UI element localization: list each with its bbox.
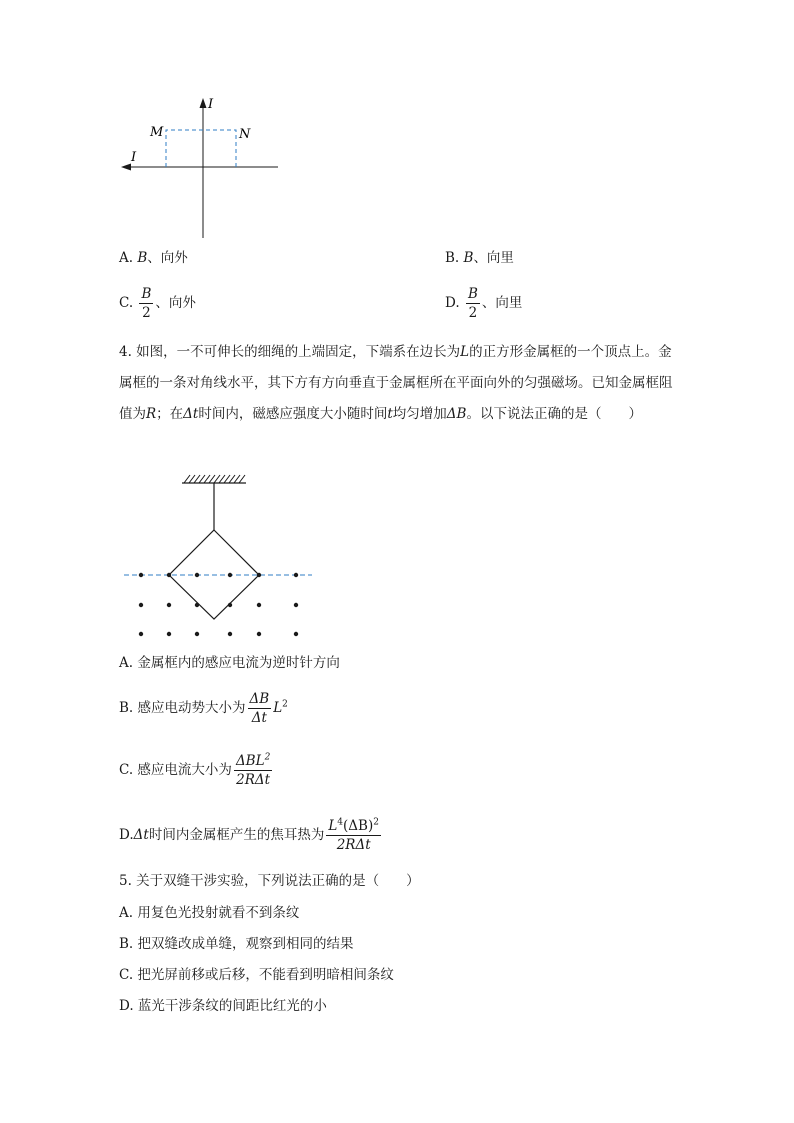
var-l: L — [460, 344, 470, 360]
q4-stem — [119, 337, 679, 430]
var-t: t — [387, 406, 393, 422]
fraction — [248, 690, 272, 727]
fraction-denominator: 2 — [142, 305, 151, 321]
x-axis-arrow-icon — [121, 164, 131, 171]
q3-option-d[interactable] — [445, 285, 522, 322]
option-text: A. 金属框内的感应电流为逆时针方向 — [119, 655, 340, 671]
option-letter: B. — [445, 250, 460, 266]
fraction-denominator: 2 — [468, 305, 478, 321]
fraction-numerator: B — [141, 286, 152, 302]
option-text: 时间内金属框产生的焦耳热为 — [148, 827, 325, 843]
q3-option-b[interactable] — [445, 248, 514, 268]
var-dt: Δt — [133, 827, 149, 843]
fraction-numerator: $L^4(\Delta B)^2$ — [328, 817, 379, 834]
option-variable: B — [137, 250, 148, 266]
option-text: 、向里 — [481, 295, 523, 311]
option-letter: D. — [119, 827, 134, 843]
option-text: C. 把光屏前移或后移，不能看到明暗相间条纹 — [119, 967, 394, 983]
x-axis-label: I — [131, 150, 137, 165]
option-text: C. 感应电流大小为 — [119, 762, 232, 778]
y-axis-label: I — [208, 97, 214, 112]
q4-option-a[interactable] — [119, 653, 340, 673]
figure-current-axes — [110, 92, 290, 244]
stem-text: 均匀增加 — [392, 406, 447, 422]
option-text: B. 把双缝改成单缝，观察到相同的结果 — [119, 936, 354, 952]
option-letter: D. — [445, 295, 460, 311]
q5-option-a[interactable] — [119, 903, 299, 923]
option-text: 、向外 — [147, 250, 188, 266]
exponent: 2 — [282, 699, 288, 710]
fraction — [139, 285, 153, 322]
q3-option-a[interactable] — [119, 248, 188, 268]
q5-option-b[interactable] — [119, 934, 354, 954]
option-text: 、向外 — [155, 295, 196, 311]
q4-option-c[interactable] — [119, 752, 274, 789]
var-r: R — [146, 406, 157, 422]
stem-text: 的正方形金属框的一个顶点上。金属框的一条对角线水平，其下方有方向垂直于金属框所在平面向外的匀强磁场。已知金属框阻值为 — [119, 344, 673, 422]
point-n-label: N — [239, 127, 251, 142]
option-text: A. 用复色光投射就看不到条纹 — [119, 905, 300, 921]
figure-hanging-frame — [120, 470, 320, 645]
q3-option-c[interactable] — [119, 285, 196, 322]
stem-text: 5. 关于双缝干涉实验，下列说法正确的是（ ） — [119, 873, 420, 889]
q4-option-b[interactable] — [119, 690, 288, 727]
fraction-denominator: 2RΔt — [236, 772, 271, 788]
fraction-denominator: Δt — [251, 710, 267, 726]
var-dt: Δt — [183, 406, 199, 422]
option-letter: A. — [119, 250, 134, 266]
stem-text: ；在 — [156, 406, 184, 422]
fraction — [326, 817, 381, 854]
fraction-numerator: B — [467, 286, 478, 302]
formula-l: L — [273, 700, 283, 716]
fraction-numerator: ΔBL$^2$ — [235, 752, 271, 769]
option-text: B. 感应电动势大小为 — [119, 700, 246, 716]
fraction — [234, 752, 272, 789]
stem-text: 4. 如图，一不可伸长的细绳的上端固定，下端系在边长为 — [119, 344, 461, 360]
ceiling-hatch — [184, 475, 245, 483]
q5-option-d[interactable] — [119, 996, 327, 1016]
fraction-denominator: 2RΔt — [336, 837, 371, 853]
var-db: ΔB — [446, 406, 467, 422]
dashed-rectangle — [166, 130, 236, 167]
option-variable: B — [463, 250, 474, 266]
option-text: D. 蓝光干涉条纹的间距比红光的小 — [119, 998, 327, 1014]
stem-text: 时间内，磁感应强度大小随时间 — [198, 406, 388, 422]
option-letter: C. — [119, 295, 134, 311]
q4-option-d[interactable] — [119, 817, 383, 854]
stem-text: 。以下说法正确的是（ ） — [466, 406, 642, 422]
magnetic-field-dots — [139, 573, 298, 636]
point-m-label: M — [150, 125, 164, 140]
q5-stem — [119, 871, 420, 891]
q5-option-c[interactable] — [119, 965, 394, 985]
fraction-numerator: ΔB — [249, 691, 270, 707]
y-axis-arrow-icon — [200, 98, 207, 108]
fraction — [466, 285, 480, 322]
option-text: 、向里 — [473, 250, 514, 266]
